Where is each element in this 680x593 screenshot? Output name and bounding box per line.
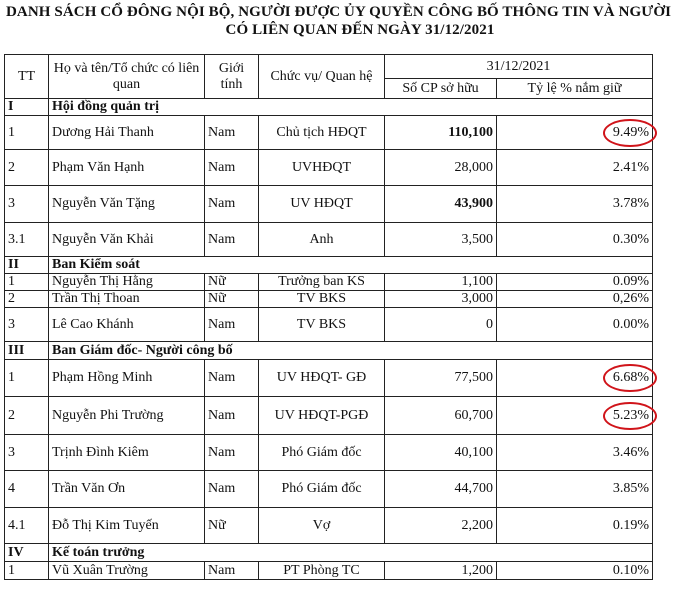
cell-tt: 3: [5, 435, 49, 471]
cell-role: UV HĐQT: [259, 186, 385, 223]
section-tt: III: [5, 342, 49, 360]
table-row: [5, 116, 653, 150]
cell-shares: 1,100: [385, 274, 497, 291]
cell-tt: 1: [5, 116, 49, 150]
cell-tt: 1: [5, 562, 49, 580]
section-row: [5, 257, 653, 274]
cell-shares: 43,900: [385, 186, 497, 223]
cell-pct: 0.19%: [497, 508, 653, 544]
cell-name: Trịnh Đình Kiêm: [49, 435, 205, 471]
header-role: Chức vụ/ Quan hệ: [259, 55, 385, 99]
cell-gender: Nam: [205, 360, 259, 397]
cell-pct: 3.78%: [497, 186, 653, 223]
cell-shares: 3,500: [385, 223, 497, 257]
cell-shares: 77,500: [385, 360, 497, 397]
cell-pct: 0,26%: [497, 291, 653, 308]
header-date: 31/12/2021: [385, 55, 653, 79]
cell-tt: 4.1: [5, 508, 49, 544]
header-shares: Số CP sở hữu: [385, 79, 497, 99]
document-title-line1: DANH SÁCH CỔ ĐÔNG NỘI BỘ, NGƯỜI ĐƯỢC ỦY QUYỀN CÔNG BỐ THÔNG TIN VÀ NGƯỜI: [6, 4, 672, 20]
cell-name: Trần Thị Thoan: [49, 291, 205, 308]
table-row: [5, 471, 653, 508]
cell-tt: 2: [5, 397, 49, 435]
cell-gender: Nữ: [205, 508, 259, 544]
document-title-line2: CÓ LIÊN QUAN ĐẾN NGÀY 31/12/2021: [225, 22, 495, 38]
cell-gender: Nữ: [205, 274, 259, 291]
cell-tt: 2: [5, 291, 49, 308]
section-row: [5, 342, 653, 360]
cell-name: Dương Hải Thanh: [49, 116, 205, 150]
cell-name: Nguyễn Thị Hằng: [49, 274, 205, 291]
table-row: [5, 360, 653, 397]
table-row: [5, 435, 653, 471]
cell-tt: 4: [5, 471, 49, 508]
table-row: [5, 274, 653, 291]
cell-name: Nguyễn Văn Tặng: [49, 186, 205, 223]
cell-pct: 2.41%: [497, 150, 653, 186]
cell-shares: 40,100: [385, 435, 497, 471]
cell-role: Chủ tịch HĐQT: [259, 116, 385, 150]
section-row: [5, 99, 653, 116]
table-row: [5, 308, 653, 342]
cell-pct: 0.09%: [497, 274, 653, 291]
header-tt: TT: [5, 55, 49, 99]
cell-tt: 2: [5, 150, 49, 186]
cell-shares: 3,000: [385, 291, 497, 308]
cell-gender: Nam: [205, 397, 259, 435]
cell-gender: Nam: [205, 562, 259, 580]
cell-role: TV BKS: [259, 308, 385, 342]
cell-name: Nguyễn Phi Trường: [49, 397, 205, 435]
cell-gender: Nữ: [205, 291, 259, 308]
cell-gender: Nam: [205, 308, 259, 342]
cell-pct: [497, 360, 653, 397]
cell-pct: 3.85%: [497, 471, 653, 508]
cell-gender: Nam: [205, 435, 259, 471]
cell-role: TV BKS: [259, 291, 385, 308]
cell-role: Trưởng ban KS: [259, 274, 385, 291]
cell-pct: 0.30%: [497, 223, 653, 257]
cell-role: UV HĐQT-PGĐ: [259, 397, 385, 435]
cell-role: UV HĐQT- GĐ: [259, 360, 385, 397]
cell-role: PT Phòng TC: [259, 562, 385, 580]
shareholder-table: [4, 54, 653, 580]
table-row: [5, 223, 653, 257]
table-row: [5, 562, 653, 580]
highlight-circle: 6.68%: [612, 370, 649, 385]
cell-name: Lê Cao Khánh: [49, 308, 205, 342]
header-name: Họ và tên/Tổ chức có liên quan: [49, 55, 205, 99]
cell-role: Phó Giám đốc: [259, 471, 385, 508]
header-gender: Giới tính: [205, 55, 259, 99]
section-tt: II: [5, 257, 49, 274]
cell-role: Vợ: [259, 508, 385, 544]
section-row: [5, 544, 653, 562]
cell-name: Phạm Hồng Minh: [49, 360, 205, 397]
table-row: [5, 397, 653, 435]
cell-shares: 110,100: [385, 116, 497, 150]
cell-tt: 3.1: [5, 223, 49, 257]
cell-shares: 28,000: [385, 150, 497, 186]
cell-tt: 1: [5, 360, 49, 397]
cell-name: Trần Văn Ơn: [49, 471, 205, 508]
section-title: Kế toán trưởng: [49, 544, 653, 562]
section-title: Ban Giám đốc- Người công bố: [49, 342, 653, 360]
cell-shares: 60,700: [385, 397, 497, 435]
cell-name: Vũ Xuân Trường: [49, 562, 205, 580]
header-pct: Tỷ lệ % nắm giữ: [497, 79, 653, 99]
cell-pct: [497, 116, 653, 150]
cell-name: Phạm Văn Hạnh: [49, 150, 205, 186]
highlight-circle: 5.23%: [612, 407, 649, 423]
cell-pct: 0.10%: [497, 562, 653, 580]
cell-gender: Nam: [205, 116, 259, 150]
section-tt: I: [5, 99, 49, 116]
cell-pct: 3.46%: [497, 435, 653, 471]
cell-role: UVHĐQT: [259, 150, 385, 186]
cell-shares: 0: [385, 308, 497, 342]
cell-role: Phó Giám đốc: [259, 435, 385, 471]
cell-pct: 0.00%: [497, 308, 653, 342]
cell-pct: [497, 397, 653, 435]
cell-tt: 3: [5, 186, 49, 223]
highlight-circle: 9.49%: [612, 124, 649, 140]
cell-name: Đỗ Thị Kim Tuyến: [49, 508, 205, 544]
cell-name: Nguyễn Văn Khải: [49, 223, 205, 257]
table-row: [5, 186, 653, 223]
table-row: [5, 150, 653, 186]
section-tt: IV: [5, 544, 49, 562]
cell-gender: Nam: [205, 471, 259, 508]
cell-shares: 1,200: [385, 562, 497, 580]
section-title: Ban Kiểm soát: [49, 257, 653, 274]
section-title: Hội đồng quản trị: [49, 99, 653, 116]
table-row: [5, 291, 653, 308]
cell-tt: 3: [5, 308, 49, 342]
header-row: [5, 55, 653, 79]
cell-shares: 44,700: [385, 471, 497, 508]
cell-shares: 2,200: [385, 508, 497, 544]
cell-gender: Nam: [205, 150, 259, 186]
cell-gender: Nam: [205, 186, 259, 223]
cell-tt: 1: [5, 274, 49, 291]
cell-role: Anh: [259, 223, 385, 257]
table-row: [5, 508, 653, 544]
cell-gender: Nam: [205, 223, 259, 257]
